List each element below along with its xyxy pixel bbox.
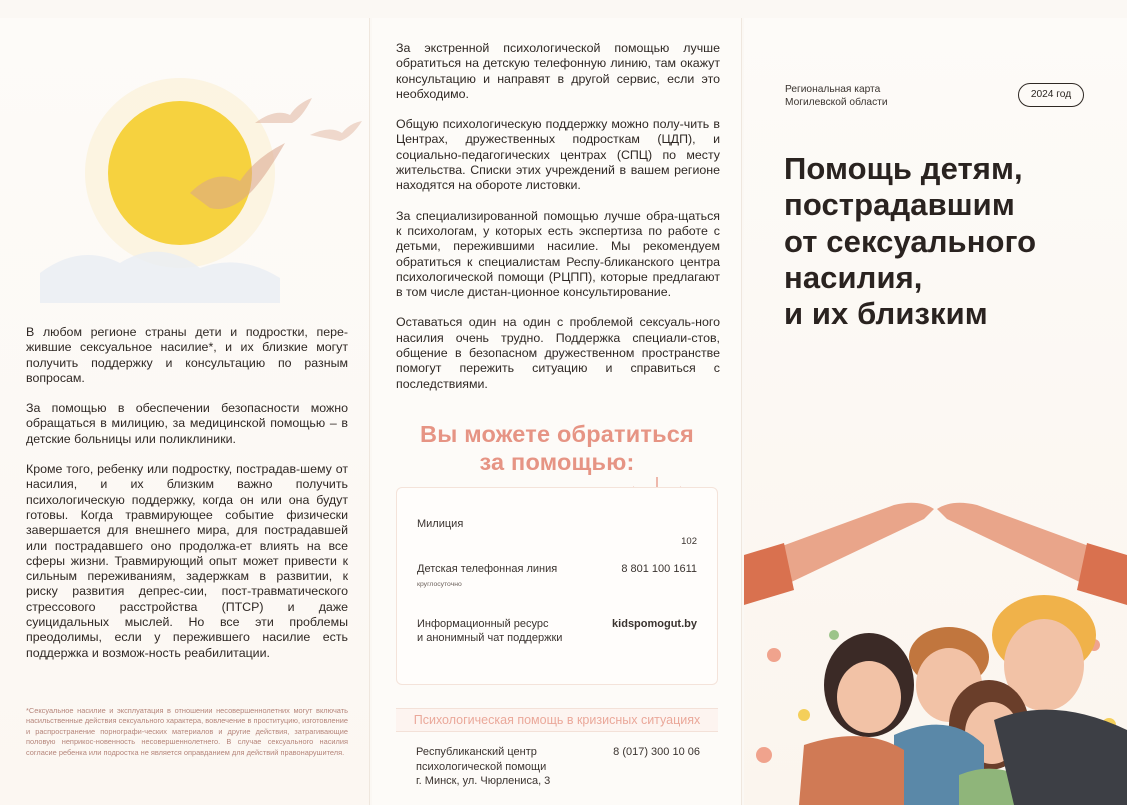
bird-icon [255,98,312,123]
contact-phone[interactable]: 102 [681,536,697,547]
paragraph: Кроме того, ребенку или подростку, пострадав-шему от насилия, и их близким важно получить психологическую поддержку, когда он или она будут готовы. Когда травмирующее событие физически завершается для внешнего мира, для пострадавшей или пострадавшего оно продолжа-ет влиять на все сферы жизни. Травмирующий опыт может привести к сильным переживаниям, задержкам в развитии, к риску развития депрес-сии, пост-травматического стрессового расстройства (ПТСР) и даже суицидальных мыслей. Но все эти проблемы преодолимы, если у пережившего насилие есть поддержка и возмож-ность реабилитации. [26,462,348,660]
contact-child-helpline [417,562,697,592]
crisis-center-name: Республиканский центр [416,746,537,758]
paragraph: Оставаться один на один с проблемой сексуаль-ного насилия очень трудно. Поддержка специали-стов, общение в безопасном дружественном пространстве помогут пережить ситуацию и справиться с последствиями. [396,315,720,391]
contact-label: Информационный ресурс [417,618,549,630]
title-line: насилия, [784,259,923,295]
cta-line: за помощью: [479,449,635,475]
contact-label: и анонимный чат поддержки [417,632,563,644]
contact-info-resource [417,617,697,645]
paragraph: За помощью в обеспечении безопасности можно обращаться в милицию, за медицинской помощью – в детские больницы или поликлиники. [26,401,348,446]
family-illustration [744,485,1127,805]
crisis-center-name: психологической помощи [416,760,547,773]
paragraph: За специализированной помощью лучше обра-щаться к психологам, у которых есть экспертиза по работе с детьми, пережившими насилие. Мы рекомендуем обратиться к специалистам Респу-бликанского центра психологической помощи (РЦПП), которые предлагают в том числе дистан-ционное консультирование. [396,208,720,300]
contact-label: Милиция [417,518,464,530]
main-title [784,151,1114,332]
contacts-card [396,487,718,685]
sun-icon [108,101,252,245]
cta-line: Вы можете обратиться [420,421,694,447]
title-line: и их близким [784,296,988,332]
contact-website-link[interactable]: kidspomogut.by [612,618,697,630]
region-line: Региональная карта [785,84,881,95]
middle-panel [372,18,742,805]
title-line: Помощь детям, [784,151,1023,186]
middle-body-text [396,41,720,407]
paragraph: Общую психологическую поддержку можно полу-чить в Центрах, дружественных подросткам (ЦДП), и социально-педагогических центрах (СПЦ) по месту жительства. Списки этих учреждений в вашем регионе находятся на обороте листовки. [396,117,720,193]
title-line: пострадавшим [784,187,1015,223]
crisis-center-phone[interactable]: 8 (017) 300 10 06 [613,746,700,758]
bird-icon [310,121,362,141]
crisis-center-address: г. Минск, ул. Чюрлениса, 3 [416,775,551,787]
woman-shirt [799,736,904,805]
left-body-text [26,325,348,676]
crisis-heading: Психологическая помощь в кризисных ситуациях [396,708,718,732]
sun-illustration [40,63,370,303]
title-line: от сексуального [784,223,1037,259]
region-line: Могилевской области [785,97,888,108]
woman-face [837,661,901,733]
contact-phone[interactable]: 8 801 100 1611 [621,563,697,575]
paragraph: В любом регионе страны дети и подростки, пере-жившие сексуальное насилие*, и их близкие могут получить поддержку и консультацию по разным вопросам. [26,325,348,385]
paragraph: За экстренной психологической помощью лучше обратиться на детскую телефонную линию, там окажут консультацию и направят в другой сервис, если это необходимо. [396,41,720,101]
man-shirt [994,710,1127,805]
contact-sublabel: круглосуточно [417,581,462,588]
left-panel [0,18,370,805]
footnote: *Сексуальное насилие и эксплуатация в отношении несовершеннолетних могут включать насильственные действия сексуального характера, вовлечение в проституцию, изготовление и распространение порнографи-ческих материалов и другие действия, затрагивающие половую неприкос-новенность несовершеннолетнего. В случае сексуального насилия согласие ребенка или подростка не является оправданием для действий правонарушителя. [26,706,348,757]
cta-heading [392,420,722,476]
region-label [785,83,888,109]
contact-police [417,517,697,547]
year-badge: 2024 год [1018,83,1084,107]
cloud-icon [40,252,280,303]
contact-label: Детская телефонная линия [417,563,558,575]
crisis-center-entry [416,745,700,789]
right-panel [744,18,1127,805]
